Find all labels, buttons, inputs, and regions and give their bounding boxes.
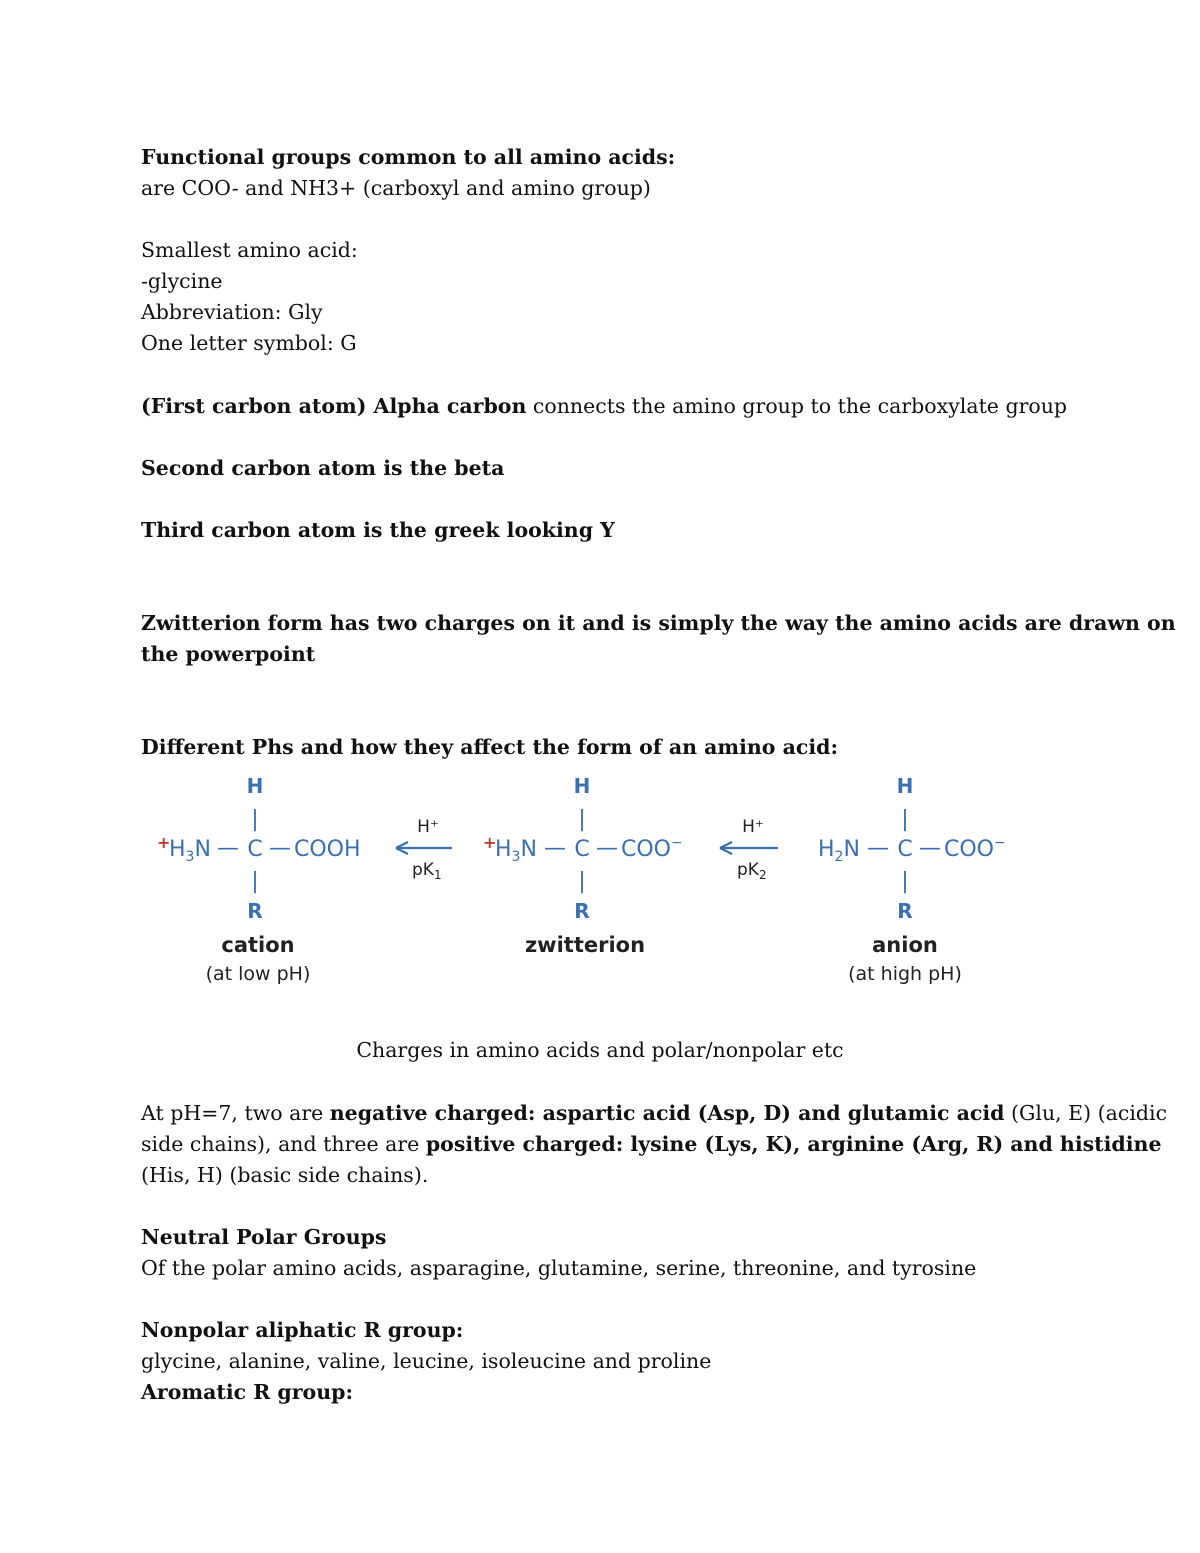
cation-structure bbox=[157, 774, 361, 985]
zwitterion-h: H bbox=[573, 774, 591, 798]
cation-note: (at low pH) bbox=[205, 963, 311, 985]
ph7-line-3: (His, H) (basic side chains). bbox=[141, 1163, 429, 1187]
arrow-pk1 bbox=[396, 817, 452, 882]
arrow2-h-plus: H⁺ bbox=[742, 817, 764, 837]
functional-text: are COO- and NH3+ (carboxyl and amino group) bbox=[141, 176, 651, 200]
figure-caption: Charges in amino acids and polar/nonpolar etc bbox=[356, 1038, 844, 1062]
anion-h: H bbox=[896, 774, 914, 798]
arrow1-pk: $pK_1$ bbox=[412, 860, 442, 882]
anion-coo: COO− bbox=[944, 835, 1006, 862]
ph7-l2-bold: positive charged: lysine (Lys, K), arginine (Arg, R) and histidine bbox=[425, 1132, 1162, 1156]
smallest-abbrev: Abbreviation: Gly bbox=[141, 300, 323, 324]
beta-line: Second carbon atom is the beta bbox=[141, 456, 505, 480]
anion-dash-right: — bbox=[919, 836, 941, 861]
cation-cooh: COOH bbox=[294, 837, 361, 862]
ph7-l1-bold: negative charged: aspartic acid (Asp, D) and glutamic acid bbox=[329, 1101, 1005, 1125]
amino-acid-ph-forms-diagram bbox=[0, 760, 1200, 1000]
smallest-heading: Smallest amino acid: bbox=[141, 238, 358, 262]
zwitterion-h3n: $H_3N$ bbox=[495, 837, 537, 865]
zwitterion-coo: COO− bbox=[621, 835, 683, 862]
anion-c: C bbox=[897, 837, 913, 862]
neutral-heading: Neutral Polar Groups bbox=[141, 1225, 387, 1249]
anion-bar-top: | bbox=[901, 807, 909, 832]
zwitterion-line-2: the powerpoint bbox=[141, 642, 316, 666]
anion-dash-left: — bbox=[867, 836, 889, 861]
alpha-text: connects the amino group to the carboxylate group bbox=[526, 394, 1068, 418]
zwitterion-label: zwitterion bbox=[524, 933, 646, 957]
zwitterion-bar-bottom: | bbox=[578, 869, 586, 894]
ph7-line-1 bbox=[141, 1101, 1167, 1125]
nonpolar-heading: Nonpolar aliphatic R group: bbox=[141, 1318, 464, 1342]
ph7-line-2 bbox=[141, 1132, 1162, 1156]
zwitterion-structure bbox=[483, 774, 683, 957]
zwitterion-plus: + bbox=[483, 833, 497, 852]
smallest-symbol: One letter symbol: G bbox=[141, 331, 357, 355]
cation-bar-bottom: | bbox=[251, 869, 259, 894]
phs-heading: Different Phs and how they affect the form of an amino acid: bbox=[141, 735, 839, 759]
functional-heading: Functional groups common to all amino acids: bbox=[141, 145, 676, 169]
cation-r: R bbox=[247, 899, 263, 923]
ph7-l2-a: side chains), and three are bbox=[141, 1132, 426, 1156]
cation-c: C bbox=[247, 837, 263, 862]
alpha-bold: (First carbon atom) Alpha carbon bbox=[141, 394, 527, 418]
cation-h: H bbox=[246, 774, 264, 798]
anion-r: R bbox=[897, 899, 913, 923]
anion-h2n: $H_2N$ bbox=[818, 837, 860, 865]
neutral-text: Of the polar amino acids, asparagine, glutamine, serine, threonine, and tyrosine bbox=[141, 1256, 977, 1280]
alpha-line bbox=[141, 394, 1067, 418]
anion-bar-bottom: | bbox=[901, 869, 909, 894]
nonpolar-text: glycine, alanine, valine, leucine, isoleucine and proline bbox=[141, 1349, 712, 1373]
ph7-l1-c: (Glu, E) (acidic bbox=[1004, 1101, 1168, 1125]
zwitterion-line-1: Zwitterion form has two charges on it and is simply the way the amino acids are drawn on bbox=[141, 611, 1176, 635]
aromatic-heading: Aromatic R group: bbox=[141, 1380, 354, 1404]
cation-h3n: $H_3N$ bbox=[169, 837, 211, 865]
smallest-name: -glycine bbox=[141, 269, 223, 293]
zwitterion-r: R bbox=[574, 899, 590, 923]
arrow2-pk: $pK_2$ bbox=[737, 860, 767, 882]
zwitterion-dash-left: — bbox=[544, 836, 566, 861]
cation-label: cation bbox=[221, 933, 295, 957]
anion-label: anion bbox=[872, 933, 938, 957]
cation-plus: + bbox=[157, 833, 171, 852]
anion-note: (at high pH) bbox=[848, 963, 962, 985]
ph7-l1-a: At pH=7, two are bbox=[141, 1101, 330, 1125]
gamma-line: Third carbon atom is the greek looking Y bbox=[141, 518, 615, 542]
anion-structure bbox=[818, 774, 1006, 985]
zwitterion-bar-top: | bbox=[578, 807, 586, 832]
arrow-pk2 bbox=[720, 817, 778, 882]
arrow1-h-plus: H⁺ bbox=[417, 817, 439, 837]
zwitterion-dash-right: — bbox=[596, 836, 618, 861]
cation-bar-top: | bbox=[251, 807, 259, 832]
zwitterion-c: C bbox=[574, 837, 590, 862]
cation-dash-right: — bbox=[269, 836, 291, 861]
cation-dash-left: — bbox=[217, 836, 239, 861]
